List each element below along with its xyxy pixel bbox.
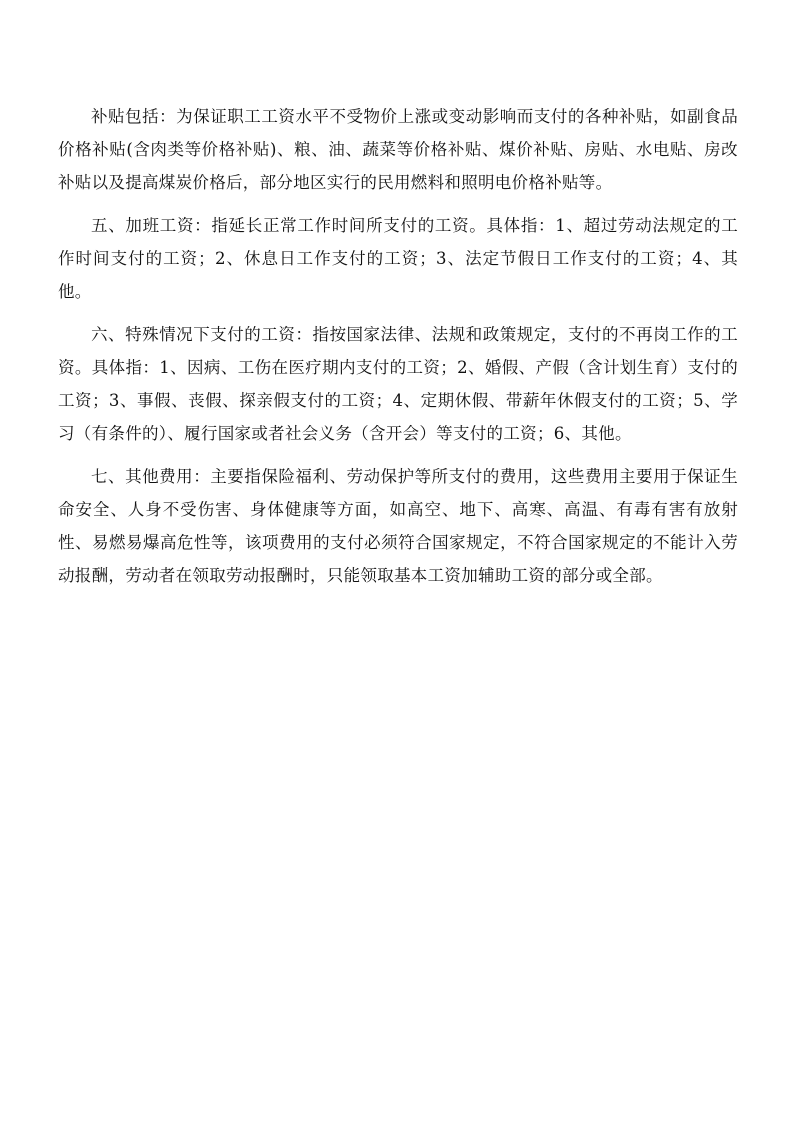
document-body [58,100,738,602]
paragraph-overtime-pay: 五、加班工资：指延长正常工作时间所支付的工资。具体指：1、超过劳动法规定的工作时间支付的工资；2、休息日工作支付的工资；3、法定节假日工作支付的工资；4、其他。 [58,216,738,301]
paragraph-special-circumstances-pay: 六、特殊情况下支付的工资：指按国家法律、法规和政策规定，支付的不再岗工作的工资。具体指：1、因病、工伤在医疗期内支付的工资；2、婚假、产假（含计划生育）支付的工资；3、事假、丧假、探亲假支付的工资；4、定期休假、带薪年休假支付的工资；5、学习（有条件的）、履行国家或者社会义务（含开会）等支付的工资；6、其他。 [58,325,738,443]
paragraph-subsidies: 补贴包括：为保证职工工资水平不受物价上涨或变动影响而支付的各种补贴，如副食品价格补贴(含肉类等价格补贴)、粮、油、蔬菜等价格补贴、煤价补贴、房贴、水电贴、房改补贴以及提高煤炭价格后，部分地区实行的民用燃料和照明电价格补贴等。 [58,107,738,192]
paragraph-other-expenses: 七、其他费用：主要指保险福利、劳动保护等所支付的费用，这些费用主要用于保证生命安全、人身不受伤害、身体健康等方面，如高空、地下、高寒、高温、有毒有害有放射性、易燃易爆高危性等，该项费用的支付必须符合国家规定，不符合国家规定的不能计入劳动报酬，劳动者在领取劳动报酬时，只能领取基本工资加辅助工资的部分或全部。 [58,467,738,585]
